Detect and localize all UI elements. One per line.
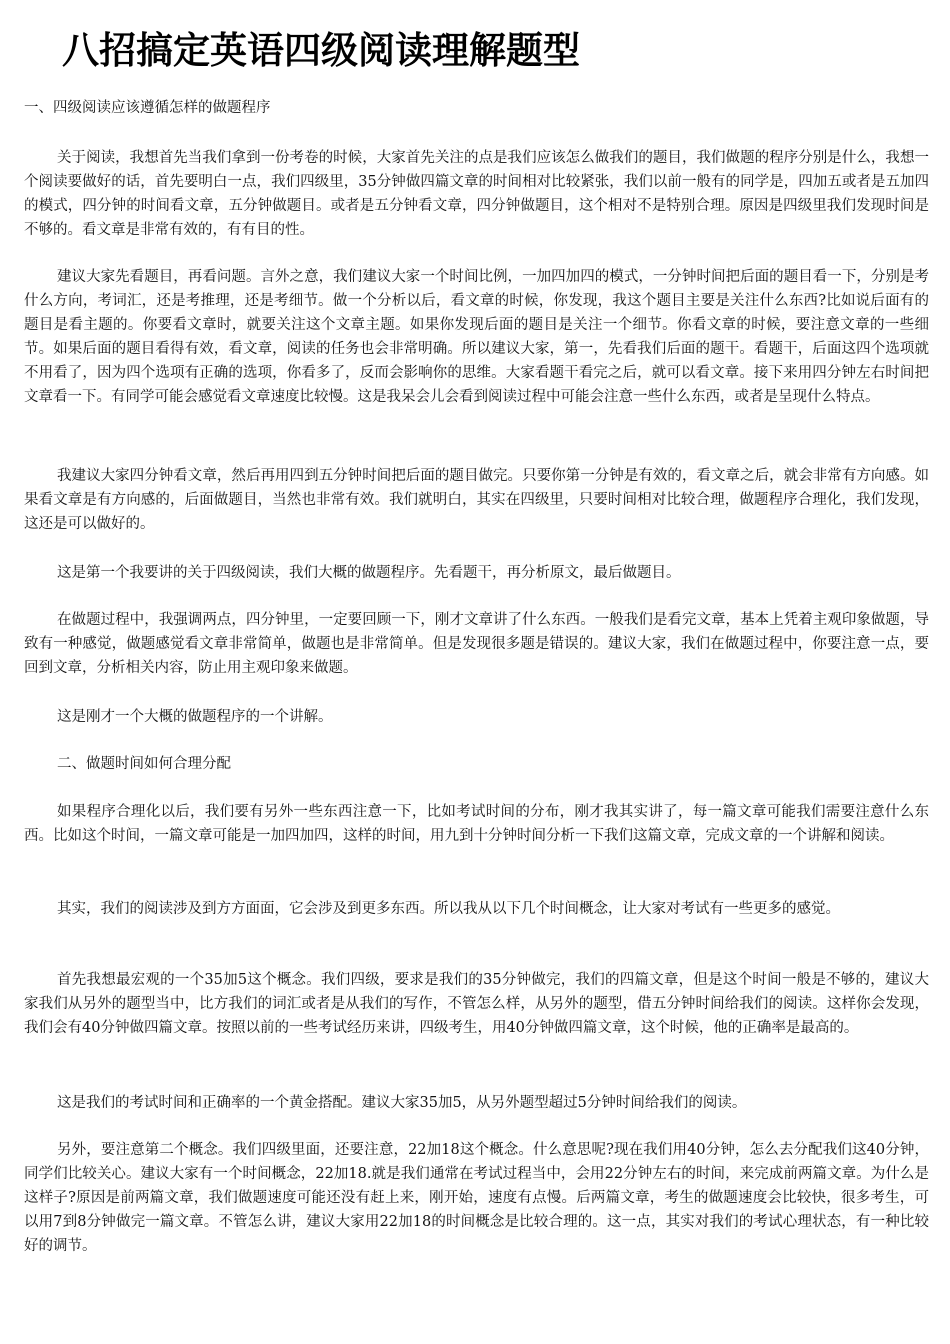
paragraph-9: 首先我想最宏观的一个35加5这个概念。我们四级，要求是我们的35分钟做完，我们的四篇文章，但是这个时间一般是不够的，建议大家我们从另外的题型当中，比方我们的词汇或者是从我们的写作，不管怎么样，从另外的题型，借五分钟时间给我们的阅读。这样你会发现，我们会有40分钟做四篇文章。按照以前的一些考试经历来讲，四级考生，用40分钟做四篇文章，这个时候，他的正确率是最高的。 (24, 972, 929, 1036)
paragraph-2: 建议大家先看题目，再看问题。言外之意，我们建议大家一个时间比例，一加四加四的模式，一分钟时间把后面的题目看一下，分别是考什么方向，考词汇，还是考推理，还是考细节。做一个分析以后，看文章的时候，你发现，我这个题目主要是关注什么东西?比如说后面有的题目是看主题的。你要看文章时，就要关注这个文章主题。如果你发现后面的题目是关注一个细节。你看文章的时候，要注意文章的一些细节。如果后面的题目看得有效，看文章，阅读的任务也会非常明确。所以建议大家，第一，先看我们后面的题干。看题干，后面这四个选项就不用看了，因为四个选项有正确的选项，你看多了，反而会影响你的思维。大家看题干看完之后，就可以看文章。接下来用四分钟左右时间把文章看一下。有同学可能会感觉看文章速度比较慢。这是我呆会儿会看到阅读过程中可能会注意一些什么东西，或者是呈现什么特点。 (24, 269, 929, 405)
paragraph-10: 这是我们的考试时间和正确率的一个黄金搭配。建议大家35加5，从另外题型超过5分钟时间给我们的阅读。 (57, 1095, 747, 1111)
paragraph-3: 我建议大家四分钟看文章，然后再用四到五分钟时间把后面的题目做完。只要你第一分钟是有效的，看文章之后，就会非常有方向感。如果看文章是有方向感的，后面做题目，当然也非常有效。我们就明白，其实在四级里，只要时间相对比较合理，做题程序合理化，我们发现，这还是可以做好的。 (24, 468, 929, 532)
paragraph-4: 这是第一个我要讲的关于四级阅读，我们大概的做题程序。先看题干，再分析原文，最后做题目。 (57, 565, 681, 581)
paragraph-8: 其实，我们的阅读涉及到方方面面，它会涉及到更多东西。所以我从以下几个时间概念，让大家对考试有一些更多的感觉。 (57, 901, 840, 917)
document-title: 八招搞定英语四级阅读理解题型 (62, 28, 580, 72)
paragraph-11: 另外，要注意第二个概念。我们四级里面，还要注意，22加18这个概念。什么意思呢?现在我们用40分钟，怎么去分配我们这40分钟，同学们比较关心。建议大家有一个时间概念，22加18.就是我们通常在考试过程当中，会用22分钟左右的时间，来完成前两篇文章。为什么是这样子?原因是前两篇文章，我们做题速度可能还没有赶上来，刚开始，速度有点慢。后两篇文章，考生的做题速度会比较快，很多考生，可以用7到8分钟做完一篇文章。不管怎么讲，建议大家用22加18的时间概念是比较合理的。这一点，其实对我们的考试心理状态，有一种比较好的调节。 (24, 1142, 929, 1254)
paragraph-1: 关于阅读，我想首先当我们拿到一份考卷的时候，大家首先关注的点是我们应该怎么做我们的题目，我们做题的程序分别是什么，我想一个阅读要做好的话，首先要明白一点，我们四级里，35分钟做四篇文章的时间相对比较紧张，我们以前一般有的同学是，四加五或者是五加四的模式，四分钟的时间看文章，五分钟做题目。或者是五分钟看文章，四分钟做题目，这个相对不是特别合理。原因是四级里我们发现时间是不够的。看文章是非常有效的，有有目的性。 (24, 150, 929, 238)
section-heading-2: 二、做题时间如何合理分配 (57, 756, 231, 772)
section-heading-1: 一、四级阅读应该遵循怎样的做题程序 (24, 100, 271, 116)
paragraph-5: 在做题过程中，我强调两点，四分钟里，一定要回顾一下，刚才文章讲了什么东西。一般我们是看完文章，基本上凭着主观印象做题，导致有一种感觉，做题感觉看文章非常简单，做题也是非常简单。但是发现很多题是错误的。建议大家，我们在做题过程中，你要注意一点，要回到文章，分析相关内容，防止用主观印象来做题。 (24, 612, 929, 676)
paragraph-7: 如果程序合理化以后，我们要有另外一些东西注意一下，比如考试时间的分布，刚才我其实讲了，每一篇文章可能我们需要注意什么东西。比如这个时间，一篇文章可能是一加四加四，这样的时间，用九到十分钟时间分析一下我们这篇文章，完成文章的一个讲解和阅读。 (24, 804, 929, 844)
paragraph-6: 这是刚才一个大概的做题程序的一个讲解。 (57, 709, 333, 725)
